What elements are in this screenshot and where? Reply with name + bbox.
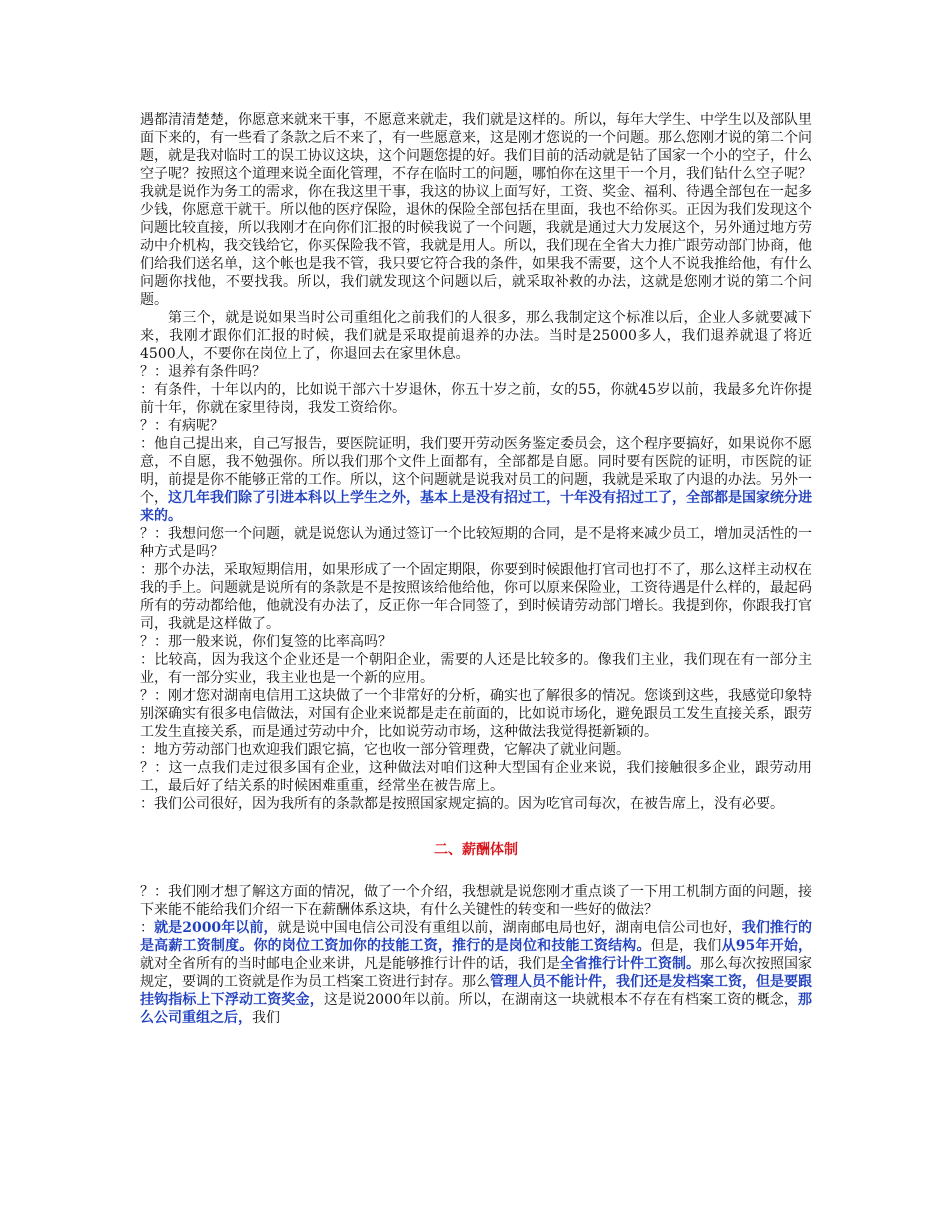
document-page: [140, 111, 812, 1027]
paragraph-q1: [140, 883, 812, 919]
paragraph-p13: [140, 759, 812, 795]
paragraph-text: 遇都清清楚楚，你愿意来就来干事，不愿意来就走，我们就是这样的。所以，每年大学生、中学生以及部队里面下来的，有一些看了条款之后不来了，有一些愿意来，这是刚才您说的一个问题。那么您刚才说的第二个问题，就是我对临时工的误工协议这块，这个问题您提的好。我们目前的活动就是钻了国家一个小的空子，什么空子呢？按照这个道理来说全面化管理，不存在临时工的问题，哪怕你在这里干一个月，我们钻什么空子呢？我就是说作为务工的需求，你在我这里干事，我这的协议上面写好，工资、奖金、福利、待遇全部包在一起多少钱，你愿意干就干。所以他的医疗保险，退休的保险全部包括在里面，我也不给你买。正因为我们发现这个问题比较直接，所以我刚才在向你们汇报的时候我说了一个问题，我就是通过大力发展这个，另外通过地方劳动中介机构，我交钱给它，你买保险我不管，我就是用人。所以，我们现在全省大力推广跟劳动部门协商，他们给我们送名单，这个帐也是我不管，我只要它符合我的条件，如果我不需要，这个人不说我推给他，有什么问题你找他，不要找我。所以，我们就发现这个问题以后，就采取补救的办法，这就是您刚才说的第二个问题。: [140, 112, 812, 308]
paragraph-q2: [140, 919, 812, 1027]
paragraph-text: 就对全省所有的当时邮电企业来讲，凡是能够推行计件的话，我们是: [140, 956, 560, 972]
salary-section-transcript: [140, 883, 812, 1027]
paragraph-text: 我们: [252, 1010, 280, 1026]
paragraph-text: ？：我想问您一个问题，就是说您认为通过签订一个比较短期的合同，是不是将来减少员工，增加灵活性的一种方式是吗？: [140, 526, 812, 560]
paragraph-text: ？：这一点我们走过很多国有企业，这种做法对咱们这种大型国有企业来说，我们接触很多企业，跟劳动用工，最后好了结关系的时候困难重重，经常坐在被告席上。: [140, 760, 812, 794]
highlighted-text: 管理人员不能计件，我们还是发档案工资，但是要跟挂钩指标上下浮动工资奖金，: [140, 974, 812, 1008]
highlighted-text: 就是2000年以前，: [154, 920, 278, 936]
paragraph-p9: [140, 633, 812, 651]
paragraph-text: ：他自己提出来，自己写报告，要医院证明，我们要开劳动医务鉴定委员会，这个程序要搞好，如果说你不愿意，不自愿，我不勉强你。所以我们那个文件上面都有，全部都是自愿。同时要有医院的证明，市医院的证明，前提是你不能够正常的工作。所以，这个问题就是说我对员工的问题，我就是采取了内退的办法。另外一个，: [140, 436, 812, 506]
highlighted-text: 那么公司重组之后，: [140, 992, 812, 1026]
paragraph-p1: [140, 111, 812, 309]
paragraph-text: ：比较高，因为我这个企业还是一个朝阳企业，需要的人还是比较多的。像我们主业，我们现在有一部分主业，有一部分实业，我主业也是一个新的应用。: [140, 652, 812, 686]
paragraph-p12: [140, 741, 812, 759]
highlighted-text: 从95年开始，: [721, 938, 813, 954]
paragraph-text: ：有条件，十年以内的，比如说干部六十岁退休，你五十岁之前，女的55，你就45岁以前，我最多允许你提前十年，你就在家里待岗，我发工资给你。: [140, 382, 812, 416]
paragraph-p4: [140, 381, 812, 417]
paragraph-p8: [140, 561, 812, 633]
highlighted-text: 这几年我们除了引进本科以上学生之外，基本上是没有招过工，十年没有招过工了，全部都是国家统分进来的。: [140, 490, 812, 524]
paragraph-p11: [140, 687, 812, 741]
paragraph-text: 那么每次按照国家规定，要调的工资就是作为员工档案工资进行封存。那么: [140, 956, 812, 990]
paragraph-text: ：: [140, 920, 155, 936]
paragraph-text: 就是说中国电信公司没有重组以前，湖南邮电局也好，湖南电信公司也好，: [277, 920, 742, 936]
paragraph-text: 第三个，就是说如果当时公司重组化之前我们的人很多，那么我制定这个标准以后，企业人多就要减下来，我刚才跟你们汇报的时候，我们就是采取提前退养的办法。当时是25000多人，我们退养就退了将近4500人，不要你在岗位上了，你退回去在家里休息。: [140, 310, 812, 362]
paragraph-p3: [140, 363, 812, 381]
section-heading: 二、薪酬体制: [434, 842, 518, 858]
paragraph-p14: [140, 795, 812, 813]
paragraph-text: ？：刚才您对湖南电信用工这块做了一个非常好的分析，确实也了解很多的情况。您谈到这些，我感觉印象特别深确实有很多电信做法，对国有企业来说都是走在前面的，比如说市场化，避免跟员工发生直接关系，跟劳工发生直接关系，而是通过劳动中介，比如说劳动市场，这种做法我觉得挺新颖的。: [140, 688, 812, 740]
paragraph-text: ：我们公司很好，因为我所有的条款都是按照国家规定搞的。因为吃官司每次，在被告席上，没有必要。: [140, 796, 784, 812]
paragraph-text: ：那个办法，采取短期信用，如果形成了一个固定期限，你要到时候跟他打官司也打不了，那么这样主动权在我的手上。问题就是说所有的条款是不是按照该给他给他，你可以原来保险业，工资待遇是什么样的，最起码所有的劳动都给他，他就没有办法了，反正你一年合同签了，到时候请劳动部门增长。我提到你，你跟我打官司，我就是这样做了。: [140, 562, 812, 632]
paragraph-text: ？：我们刚才想了解这方面的情况，做了一个介绍，我想就是说您刚才重点谈了一下用工机制方面的问题，接下来能不能给我们介绍一下在薪酬体系这块，有什么关键性的转变和一些好的做法？: [140, 884, 812, 918]
paragraph-text: ？：那一般来说，你们复签的比率高吗？: [140, 634, 392, 650]
paragraph-text: ？：有病呢？: [140, 418, 224, 434]
interview-transcript: [140, 111, 812, 813]
paragraph-text: 这是说2000年以前。所以，在湖南这一块就根本不存在有档案工资的概念，: [323, 992, 798, 1008]
paragraph-text: ？：退养有条件吗？: [140, 364, 266, 380]
paragraph-p5: [140, 417, 812, 435]
paragraph-text: ：地方劳动部门也欢迎我们跟它搞，它也收一部分管理费，它解决了就业问题。: [140, 742, 630, 758]
paragraph-p7: [140, 525, 812, 561]
paragraph-text: 但是，我们: [650, 938, 722, 954]
paragraph-p10: [140, 651, 812, 687]
paragraph-p6: [140, 435, 812, 525]
highlighted-text: 我们推行的是高薪工资制度。你的岗位工资加你的技能工资，推行的是岗位和技能工资结构。: [140, 920, 813, 954]
paragraph-p2: [140, 309, 812, 363]
highlighted-text: 全省推行计件工资制。: [560, 956, 700, 972]
